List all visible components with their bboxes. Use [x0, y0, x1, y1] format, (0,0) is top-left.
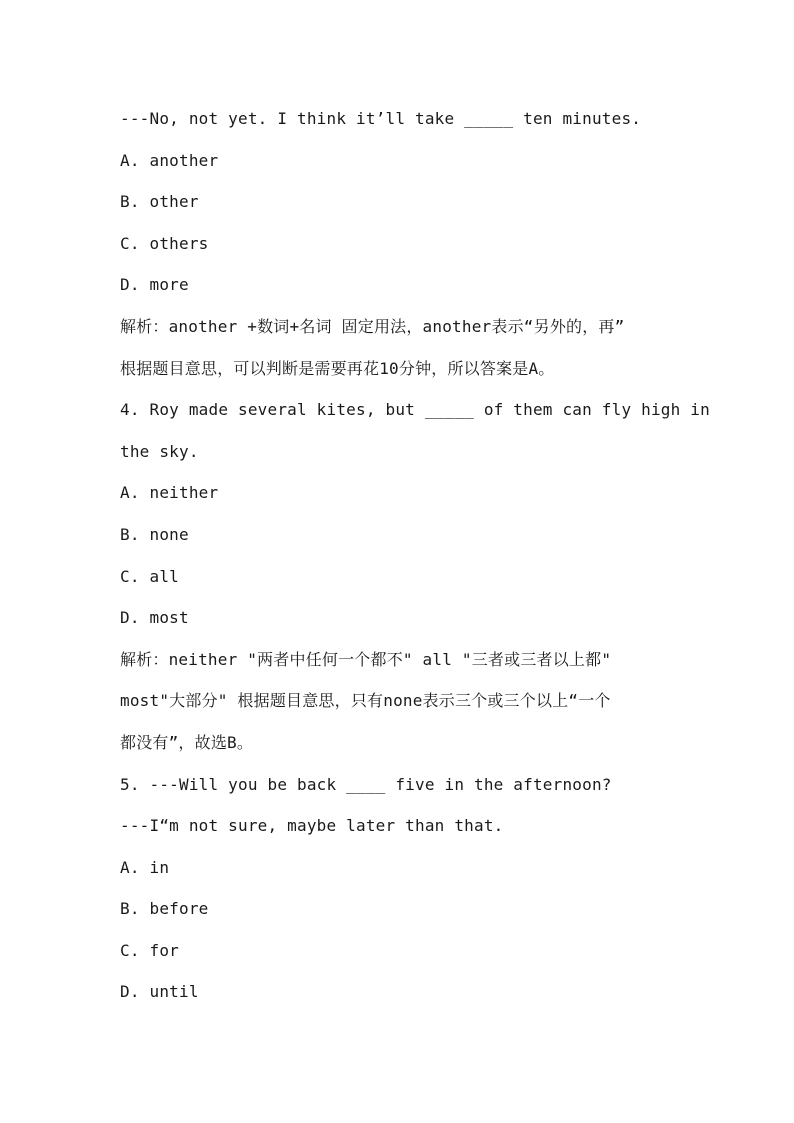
q3-option-a: A. another — [120, 150, 219, 170]
q3-option-b: B. other — [120, 192, 199, 212]
document-body — [120, 98, 710, 1013]
q4-option-a: A. neither — [120, 483, 219, 503]
q3-option-d: D. more — [120, 275, 189, 295]
q5-option-b: B. before — [120, 899, 209, 919]
q4-explanation-line-1: 解析：neither "两者中任何一个都不" all "三者或三者以上都" — [120, 649, 612, 669]
q5-option-a: A. in — [120, 857, 170, 877]
q4-question-line-2: the sky. — [120, 441, 199, 461]
q4-explanation-line-2: most"大部分" 根据题目意思，只有none表示三个或三个以上“一个 — [120, 691, 611, 711]
q4-question-line-1: 4. Roy made several kites, but _____ of them can fly high in — [120, 400, 710, 420]
q4-option-b: B. none — [120, 524, 189, 544]
q4-option-c: C. all — [120, 566, 179, 586]
q5-question-line-2: ---I“m not sure, maybe later than that. — [120, 816, 504, 836]
q5-question-line-1: 5. ---Will you be back ____ five in the afternoon? — [120, 774, 612, 794]
q3-explanation-line-2: 根据题目意思，可以判断是需要再花10分钟，所以答案是A。 — [120, 358, 555, 378]
q3-option-c: C. others — [120, 233, 209, 253]
q3-answer-line: ---No, not yet. I think it’ll take _____ ten minutes. — [120, 109, 642, 128]
q5-option-d: D. until — [120, 982, 199, 1002]
q3-explanation-line-1: 解析：another +数词+名词 固定用法，another表示“另外的，再” — [120, 316, 625, 336]
q4-explanation-line-3: 都没有”，故选B。 — [120, 732, 254, 752]
q4-option-d: D. most — [120, 608, 189, 628]
q5-option-c: C. for — [120, 940, 179, 960]
